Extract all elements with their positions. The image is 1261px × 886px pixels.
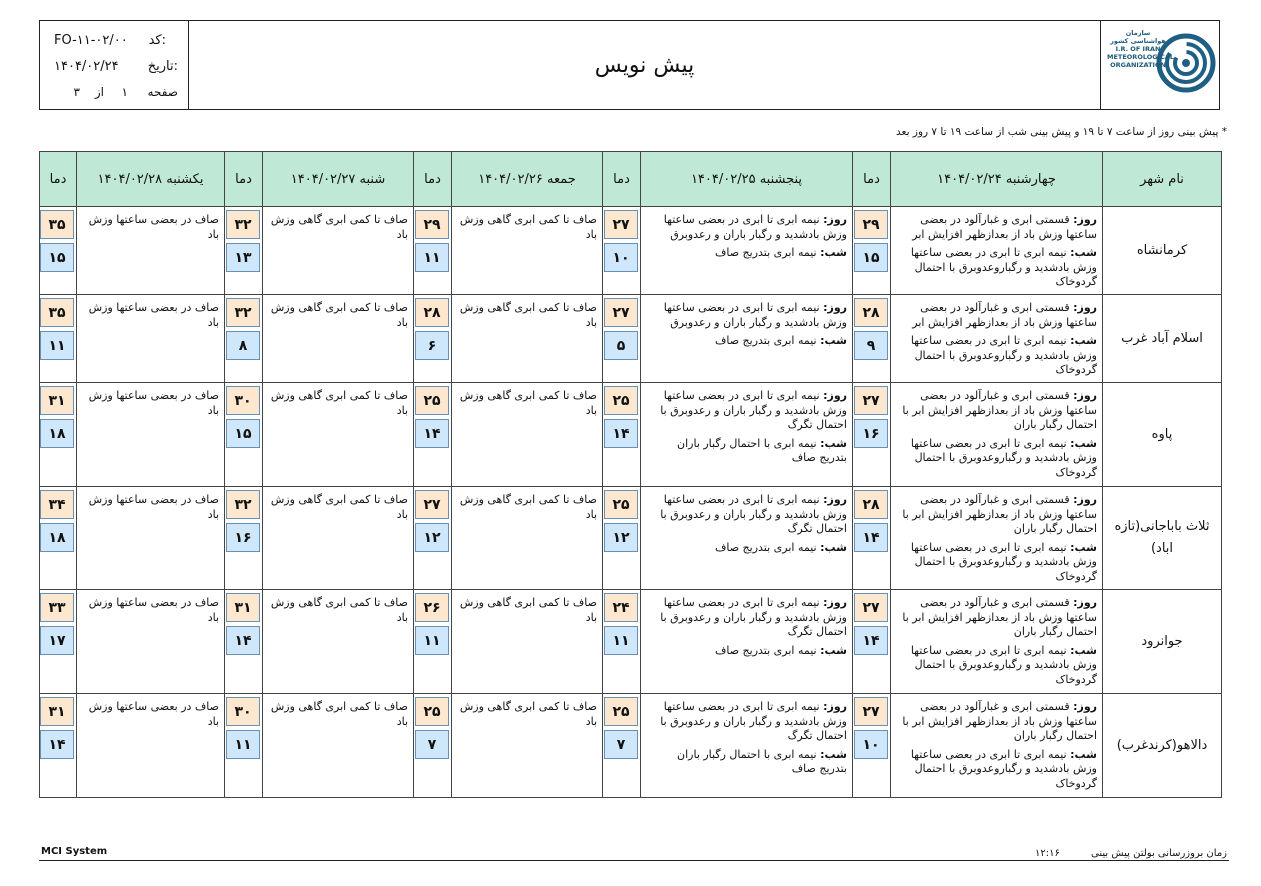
day-column-header: پنجشنبه ۱۴۰۴/۰۲/۲۵ (641, 152, 853, 207)
night-forecast (897, 748, 1097, 792)
temperature-cell (853, 383, 891, 487)
forecast-summary: صاف تا کمی ابری گاهی وزش باد (270, 493, 408, 521)
forecast-text (641, 487, 853, 590)
day-forecast-text: نیمه ابری تا ابری در بعضی ساعتها وزش بادشدید و رگبار باران و رعدوبرق با احتمال تگرگ (660, 700, 847, 742)
day-forecast-text: قسمتی ابری و غبارآلود در بعضی ساعتها وزش باد از بعدازظهر افزایش ابر (912, 301, 1097, 329)
min-temperature: ۱۱ (604, 626, 638, 655)
night-label: شب: (820, 540, 847, 554)
temperature-cell (853, 207, 891, 295)
forecast-summary: صاف تا کمی ابری گاهی وزش باد (270, 700, 408, 728)
table-row (40, 487, 1222, 590)
day-forecast (647, 389, 847, 433)
logo-line: I.R. OF IRAN (1115, 45, 1161, 53)
min-temperature: ۷ (604, 730, 638, 759)
day-column-header: شنبه ۱۴۰۴/۰۲/۲۷ (263, 152, 414, 207)
code-value: FO-۱۱-۰۲/۰۰ (54, 33, 128, 48)
forecast-summary: صاف تا کمی ابری گاهی وزش باد (270, 213, 408, 241)
max-temperature: ۲۸ (415, 298, 449, 327)
forecast-text (77, 295, 225, 383)
max-temperature: ۳۲ (226, 298, 260, 327)
forecast-text (452, 295, 603, 383)
max-temperature: ۳۲ (226, 210, 260, 239)
forecast-text (641, 590, 853, 694)
temperature-cell (40, 295, 77, 383)
max-temperature: ۲۷ (604, 210, 638, 239)
temperature-cell (40, 694, 77, 798)
min-temperature: ۱۴ (40, 730, 74, 759)
document-meta (40, 21, 189, 109)
day-forecast-text: قسمتی ابری و غبارآلود در بعضی ساعتها وزش باد از بعدازظهر افزایش ابر با احتمال رگبار باران (902, 700, 1097, 742)
day-forecast (647, 301, 847, 330)
temperature-cell (603, 590, 641, 694)
night-forecast (647, 748, 847, 777)
day-forecast-text: قسمتی ابری و غبارآلود در بعضی ساعتها وزش باد از بعدازظهر افزایش ابر (912, 213, 1097, 241)
max-temperature: ۲۸ (854, 490, 888, 519)
forecast-summary: صاف تا کمی ابری گاهی وزش باد (459, 493, 597, 521)
temperature-cell (225, 487, 263, 590)
city-name: پاوه (1103, 383, 1222, 487)
day-column-header: جمعه ۱۴۰۴/۰۲/۲۶ (452, 152, 603, 207)
min-temperature: ۱۶ (854, 419, 888, 448)
temperature-cell (414, 694, 452, 798)
min-temperature: ۱۱ (415, 243, 449, 272)
night-forecast (897, 541, 1097, 585)
night-forecast-text: نیمه ابری با احتمال رگبار باران بتدریج صاف (677, 747, 847, 775)
max-temperature: ۳۳ (40, 593, 74, 622)
night-label: شب: (820, 246, 847, 259)
logo (1100, 21, 1219, 109)
min-temperature: ۱۸ (40, 523, 74, 552)
temperature-cell (853, 487, 891, 590)
max-temperature: ۲۷ (415, 490, 449, 519)
date-value: ۱۴۰۴/۰۲/۲۴ (54, 59, 119, 74)
min-temperature: ۱۴ (226, 626, 260, 655)
forecast-text (77, 487, 225, 590)
night-forecast (897, 246, 1097, 290)
night-forecast-text: نیمه ابری با احتمال رگبار باران بتدریج صاف (677, 436, 847, 464)
forecast-note: * پیش بینی روز از ساعت ۷ تا ۱۹ و پیش بینی شب از ساعت ۱۹ تا ۷ روز بعد (896, 126, 1227, 138)
temperature-cell (414, 487, 452, 590)
min-temperature: ۱۴ (604, 419, 638, 448)
table-row (40, 295, 1222, 383)
night-label: شب: (1070, 747, 1097, 761)
day-label: روز: (823, 596, 847, 609)
forecast-summary: صاف در بعضی ساعتها وزش باد (88, 389, 219, 417)
min-temperature: ۱۲ (415, 523, 449, 552)
forecast-summary: صاف تا کمی ابری گاهی وزش باد (270, 301, 408, 329)
day-column-header: یکشنبه ۱۴۰۴/۰۲/۲۸ (77, 152, 225, 207)
night-forecast-text: نیمه ابری تا ابری در بعضی ساعتها وزش بادشدید و رگباروعدوبرق با احتمال گردوخاک (910, 334, 1097, 376)
temperature-cell (603, 383, 641, 487)
forecast-text (452, 383, 603, 487)
forecast-text (641, 295, 853, 383)
temperature-cell (40, 383, 77, 487)
min-temperature: ۱۳ (226, 243, 260, 272)
day-label: روز: (823, 301, 847, 314)
forecast-summary: صاف تا کمی ابری گاهی وزش باد (459, 213, 597, 241)
min-temperature: ۱۰ (604, 243, 638, 272)
forecast-text (263, 487, 414, 590)
page-total: ۳ (73, 85, 80, 99)
night-forecast-text: نیمه ابری تا ابری در بعضی ساعتها وزش بادشدید و رگباروعدوبرق با احتمال گردوخاک (910, 540, 1097, 583)
min-temperature: ۸ (226, 331, 260, 360)
code-label: کد: (148, 33, 166, 48)
day-label: روز: (823, 389, 847, 402)
temp-column-header: دما (603, 152, 641, 207)
forecast-text (77, 383, 225, 487)
page-of: از (94, 85, 104, 99)
max-temperature: ۲۶ (415, 593, 449, 622)
forecast-text (263, 383, 414, 487)
footer-time-label: زمان بروزرسانی بولتن پیش بینی (1091, 848, 1227, 859)
day-forecast (897, 389, 1097, 433)
forecast-summary: صاف در بعضی ساعتها وزش باد (88, 301, 219, 329)
night-forecast (647, 437, 847, 466)
max-temperature: ۲۵ (415, 697, 449, 726)
forecast-summary: صاف تا کمی ابری گاهی وزش باد (459, 301, 597, 329)
temperature-cell (603, 295, 641, 383)
day-label: روز: (1073, 493, 1097, 506)
city-name: ثلاث باباجانی(تازه اباد) (1103, 487, 1222, 590)
day-label: روز: (823, 493, 847, 506)
forecast-text (641, 694, 853, 798)
min-temperature: ۱۱ (415, 626, 449, 655)
temp-column-header: دما (40, 152, 77, 207)
temperature-cell (603, 694, 641, 798)
min-temperature: ۱۴ (415, 419, 449, 448)
min-temperature: ۱۷ (40, 626, 74, 655)
max-temperature: ۲۹ (854, 210, 888, 239)
max-temperature: ۳۱ (40, 386, 74, 415)
max-temperature: ۳۵ (40, 210, 74, 239)
forecast-text (77, 590, 225, 694)
logo-text (1107, 29, 1174, 69)
day-forecast (897, 700, 1097, 744)
day-forecast-text: نیمه ابری تا ابری در بعضی ساعتها وزش بادشدید و رگبار باران و رعدوبرق با احتمال تگرگ (660, 389, 847, 431)
logo-line: سازمان هواشناسی کشور (1110, 29, 1166, 45)
forecast-summary: صاف در بعضی ساعتها وزش باد (88, 493, 219, 521)
night-forecast (647, 644, 847, 659)
min-temperature: ۱۲ (604, 523, 638, 552)
min-temperature: ۷ (415, 730, 449, 759)
night-forecast-text: نیمه ابری تا ابری در بعضی ساعتها وزش بادشدید و رگباروعدوبرق با احتمال گردوخاک (910, 246, 1097, 288)
night-forecast (647, 334, 847, 349)
min-temperature: ۱۴ (854, 626, 888, 655)
table-row (40, 590, 1222, 694)
temperature-cell (853, 295, 891, 383)
forecast-text (263, 207, 414, 295)
day-forecast (647, 596, 847, 640)
footer-update-time (1035, 848, 1227, 859)
night-label: شب: (820, 747, 847, 761)
night-forecast (897, 644, 1097, 688)
forecast-text (452, 487, 603, 590)
temperature-cell (225, 207, 263, 295)
table-row (40, 383, 1222, 487)
night-label: شب: (1070, 436, 1097, 450)
footer-system-name: MCI System (41, 846, 108, 857)
forecast-text (263, 590, 414, 694)
forecast-text (452, 207, 603, 295)
day-column-header: چهارشنبه ۱۴۰۴/۰۲/۲۴ (891, 152, 1103, 207)
day-forecast-text: نیمه ابری تا ابری در بعضی ساعتها وزش بادشدید و رگبار باران و رعدوبرق با احتمال تگرگ (660, 493, 847, 535)
night-forecast-text: نیمه ابری بتدریج صاف (714, 334, 817, 347)
max-temperature: ۳۲ (226, 490, 260, 519)
page-number: ۱ (121, 85, 128, 99)
forecast-text (452, 694, 603, 798)
day-forecast (647, 493, 847, 537)
forecast-text (452, 590, 603, 694)
night-forecast-text: نیمه ابری بتدریج صاف (714, 643, 817, 657)
temperature-cell (414, 207, 452, 295)
night-label: شب: (820, 436, 847, 450)
table-header-row (40, 152, 1222, 207)
temperature-cell (853, 590, 891, 694)
night-label: شب: (1070, 246, 1097, 259)
max-temperature: ۳۰ (226, 386, 260, 415)
temperature-cell (40, 487, 77, 590)
temperature-cell (225, 590, 263, 694)
max-temperature: ۳۴ (40, 490, 74, 519)
day-label: روز: (1073, 700, 1097, 713)
night-label: شب: (1070, 643, 1097, 657)
temperature-cell (853, 694, 891, 798)
forecast-summary: صاف تا کمی ابری گاهی وزش باد (270, 389, 408, 417)
temperature-cell (225, 694, 263, 798)
max-temperature: ۳۱ (40, 697, 74, 726)
city-name: کرمانشاه (1103, 207, 1222, 295)
min-temperature: ۶ (415, 331, 449, 360)
forecast-summary: صاف تا کمی ابری گاهی وزش باد (459, 700, 597, 728)
max-temperature: ۳۱ (226, 593, 260, 622)
day-forecast (897, 493, 1097, 537)
forecast-summary: صاف تا کمی ابری گاهی وزش باد (459, 596, 597, 624)
max-temperature: ۲۷ (854, 386, 888, 415)
night-forecast (647, 246, 847, 261)
day-label: روز: (1073, 596, 1097, 609)
page-title: پیش نویس (594, 52, 695, 78)
day-label: روز: (1073, 301, 1097, 314)
forecast-text (891, 383, 1103, 487)
min-temperature: ۱۱ (226, 730, 260, 759)
night-forecast-text: نیمه ابری تا ابری در بعضی ساعتها وزش بادشدید و رگباروعدوبرق با احتمال گردوخاک (910, 643, 1097, 686)
min-temperature: ۱۶ (226, 523, 260, 552)
max-temperature: ۲۴ (604, 593, 638, 622)
day-forecast (897, 301, 1097, 330)
min-temperature: ۱۸ (40, 419, 74, 448)
day-forecast-text: قسمتی ابری و غبارآلود در بعضی ساعتها وزش باد از بعدازظهر افزایش ابر با احتمال رگبار باران (902, 389, 1097, 431)
city-column-header: نام شهر (1103, 152, 1222, 207)
max-temperature: ۲۵ (604, 490, 638, 519)
night-forecast-text: نیمه ابری بتدریج صاف (714, 540, 817, 554)
forecast-text (891, 207, 1103, 295)
min-temperature: ۹ (854, 331, 888, 360)
temperature-cell (40, 207, 77, 295)
temperature-cell (603, 207, 641, 295)
day-forecast (647, 213, 847, 242)
max-temperature: ۲۵ (604, 386, 638, 415)
temperature-cell (603, 487, 641, 590)
day-label: روز: (1073, 389, 1097, 402)
table-row (40, 207, 1222, 295)
forecast-text (77, 207, 225, 295)
day-forecast-text: نیمه ابری تا ابری در بعضی ساعتها وزش بادشدید و رگبار باران و رعدوبرق (663, 301, 847, 329)
max-temperature: ۲۵ (415, 386, 449, 415)
footer-time-value: ۱۲:۱۶ (1035, 848, 1060, 859)
logo-line: ORGANIZATION (1110, 61, 1166, 69)
forecast-table (39, 151, 1222, 798)
temperature-cell (225, 295, 263, 383)
date-label: تاریخ: (147, 59, 178, 74)
night-forecast-text: نیمه ابری بتدریج صاف (714, 246, 817, 259)
day-label: روز: (1073, 213, 1097, 226)
night-forecast (897, 437, 1097, 481)
footer-divider (39, 860, 1229, 861)
temp-column-header: دما (225, 152, 263, 207)
day-label: روز: (823, 700, 847, 713)
night-forecast (647, 541, 847, 556)
document-header (39, 20, 1220, 110)
night-label: شب: (820, 643, 847, 657)
forecast-summary: صاف در بعضی ساعتها وزش باد (88, 700, 219, 728)
forecast-summary: صاف تا کمی ابری گاهی وزش باد (270, 596, 408, 624)
temp-column-header: دما (414, 152, 452, 207)
forecast-text (77, 694, 225, 798)
min-temperature: ۱۵ (226, 419, 260, 448)
forecast-text (891, 487, 1103, 590)
min-temperature: ۱۱ (40, 331, 74, 360)
forecast-summary: صاف در بعضی ساعتها وزش باد (88, 213, 219, 241)
forecast-text (891, 590, 1103, 694)
forecast-text (263, 295, 414, 383)
forecast-text (891, 295, 1103, 383)
max-temperature: ۲۸ (854, 298, 888, 327)
night-forecast-text: نیمه ابری تا ابری در بعضی ساعتها وزش بادشدید و رگباروعدوبرق با احتمال گردوخاک (910, 747, 1097, 790)
forecast-summary: صاف در بعضی ساعتها وزش باد (88, 596, 219, 624)
city-name: اسلام آباد غرب (1103, 295, 1222, 383)
max-temperature: ۲۷ (854, 697, 888, 726)
night-label: شب: (1070, 540, 1097, 554)
temp-column-header: دما (853, 152, 891, 207)
table-row (40, 694, 1222, 798)
forecast-text (891, 694, 1103, 798)
forecast-summary: صاف تا کمی ابری گاهی وزش باد (459, 389, 597, 417)
temperature-cell (225, 383, 263, 487)
min-temperature: ۱۵ (854, 243, 888, 272)
temperature-cell (40, 590, 77, 694)
night-label: شب: (820, 334, 847, 347)
max-temperature: ۲۵ (604, 697, 638, 726)
temperature-cell (414, 295, 452, 383)
min-temperature: ۱۴ (854, 523, 888, 552)
page-label: صفحه (147, 85, 178, 99)
min-temperature: ۱۵ (40, 243, 74, 272)
forecast-text (263, 694, 414, 798)
min-temperature: ۱۰ (854, 730, 888, 759)
day-label: روز: (823, 213, 847, 226)
max-temperature: ۲۷ (604, 298, 638, 327)
night-forecast (897, 334, 1097, 378)
temperature-cell (414, 590, 452, 694)
city-name: دالاهو(کرندغرب) (1103, 694, 1222, 798)
day-forecast-text: قسمتی ابری و غبارآلود در بعضی ساعتها وزش باد از بعدازظهر افزایش ابر با احتمال رگبار باران (902, 493, 1097, 535)
night-label: شب: (1070, 334, 1097, 347)
day-forecast (897, 213, 1097, 242)
max-temperature: ۲۷ (854, 593, 888, 622)
day-forecast-text: نیمه ابری تا ابری در بعضی ساعتها وزش بادشدید و رگبار باران و رعدوبرق با احتمال تگرگ (660, 596, 847, 638)
day-forecast (647, 700, 847, 744)
forecast-text (641, 383, 853, 487)
day-forecast (897, 596, 1097, 640)
night-forecast-text: نیمه ابری تا ابری در بعضی ساعتها وزش بادشدید و رگباروعدوبرق با احتمال گردوخاک (910, 436, 1097, 479)
city-name: جوانرود (1103, 590, 1222, 694)
day-forecast-text: نیمه ابری تا ابری در بعضی ساعتها وزش بادشدید و رگبار باران و رعدوبرق (663, 213, 847, 241)
max-temperature: ۳۵ (40, 298, 74, 327)
logo-line: METEOROLOGICAL (1107, 53, 1174, 61)
forecast-text (641, 207, 853, 295)
temperature-cell (414, 383, 452, 487)
max-temperature: ۳۰ (226, 697, 260, 726)
day-forecast-text: قسمتی ابری و غبارآلود در بعضی ساعتها وزش باد از بعدازظهر افزایش ابر با احتمال رگبار باران (902, 596, 1097, 638)
min-temperature: ۵ (604, 331, 638, 360)
max-temperature: ۲۹ (415, 210, 449, 239)
